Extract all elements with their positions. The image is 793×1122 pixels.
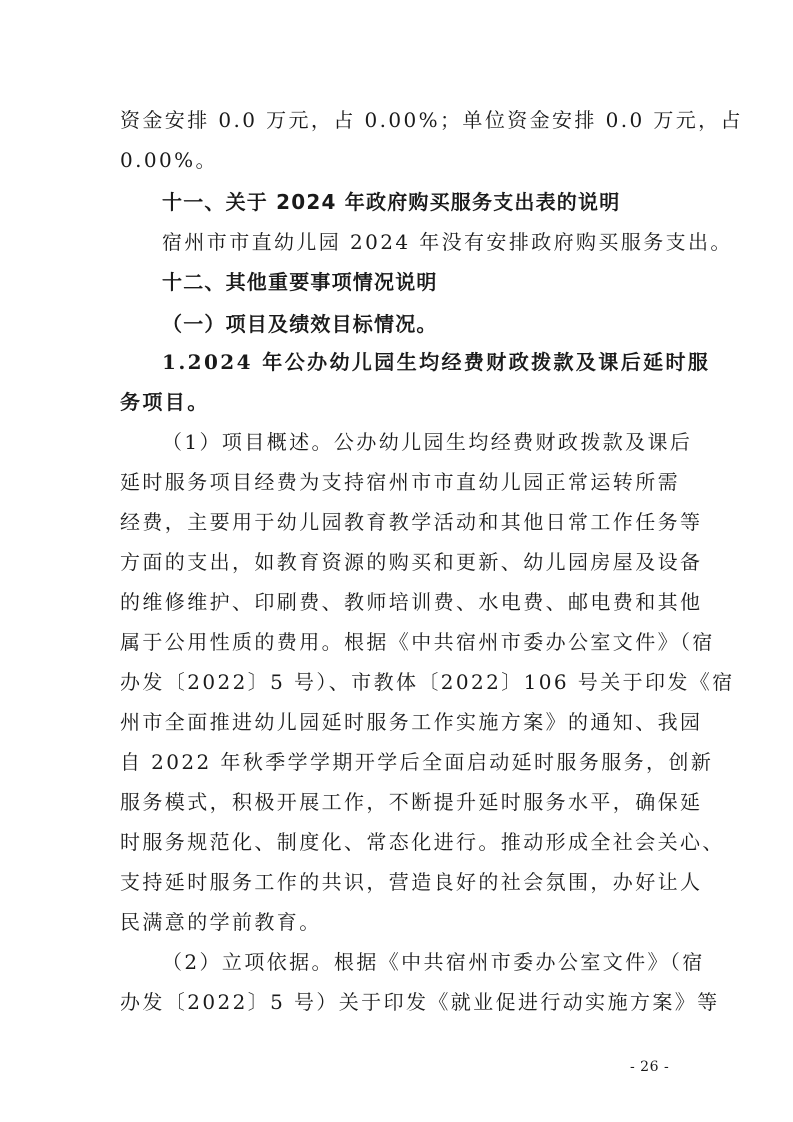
body-text-line: 时服务规范化、制度化、常态化进行。推动形成全社会关心、 xyxy=(120,830,725,854)
body-text-line: 州市全面推进幼儿园延时服务工作实施方案》的通知、我园 xyxy=(120,710,703,734)
body-text-line: 延时服务项目经费为支持宿州市市直幼儿园正常运转所需 xyxy=(120,470,680,494)
section-heading-12: 十二、其他重要事项情况说明 xyxy=(162,270,438,294)
body-text-line: 属于公用性质的费用。根据《中共宿州市委办公室文件》（宿 xyxy=(120,630,715,654)
body-text-line: （1）项目概述。公办幼儿园生均经费财政拨款及课后 xyxy=(162,430,693,454)
body-text-line: 宿州市市直幼儿园 2024 年没有安排政府购买服务支出。 xyxy=(162,230,733,254)
section-heading-11: 十一、关于 2024 年政府购买服务支出表的说明 xyxy=(162,190,621,214)
item-heading-line: 务项目。 xyxy=(120,390,210,414)
body-text-line: 资金安排 0.0 万元，占 0.00%；单位资金安排 0.0 万元，占 xyxy=(120,108,743,132)
body-text-line: 服务模式，积极开展工作，不断提升延时服务水平，确保延 xyxy=(120,790,703,814)
body-text-line: 办发〔2022〕5 号）、市教体〔2022〕106 号关于印发《宿 xyxy=(120,670,735,694)
body-text-line: 自 2022 年秋季学学期开学后全面启动延时服务服务，创新 xyxy=(120,750,714,774)
item-heading-line: 1.2024 年公办幼儿园生均经费财政拨款及课后延时服 xyxy=(162,350,711,374)
body-text-line: 经费，主要用于幼儿园教育教学活动和其他日常工作任务等 xyxy=(120,510,703,534)
body-text-line: 方面的支出，如教育资源的购买和更新、幼儿园房屋及设备 xyxy=(120,550,703,574)
body-text-line: （2）立项依据。根据《中共宿州市委办公室文件》（宿 xyxy=(162,950,705,974)
page-number: - 26 - xyxy=(630,1059,670,1075)
body-text-line: 的维修维护、印刷费、教师培训费、水电费、邮电费和其他 xyxy=(120,590,703,614)
body-text-line: 民满意的学前教育。 xyxy=(120,910,322,934)
body-text-line: 办发〔2022〕5 号）关于印发《就业促进行动实施方案》等 xyxy=(120,990,720,1014)
body-text-line: 支持延时服务工作的共识，营造良好的社会氛围，办好让人 xyxy=(120,870,703,894)
body-text-line: 0.00%。 xyxy=(120,148,218,172)
subsection-heading: （一）项目及绩效目标情况。 xyxy=(162,312,438,336)
